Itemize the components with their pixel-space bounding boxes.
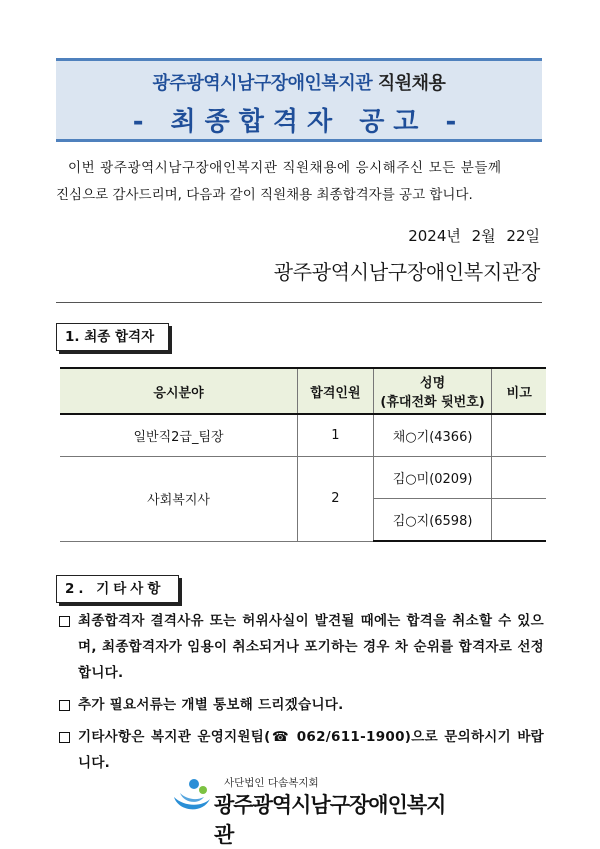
checkbox-bullet-icon	[59, 616, 70, 627]
cell-name: 김○미(0209)	[373, 457, 492, 499]
section-title-other: 2. 기타사항	[56, 575, 179, 603]
intro-line-1: 이번 광주광역시남구장애인복지관 직원채용에 응시해주신 모든 분들께	[68, 160, 502, 176]
header-phone-label: (휴대전화 뒷번호)	[380, 395, 485, 410]
table-header-row	[60, 368, 546, 414]
header-note: 비고	[492, 368, 546, 414]
cell-count: 1	[298, 414, 374, 457]
cell-field: 사회복지사	[60, 457, 298, 542]
note-text: 최종합격자 결격사유 또는 허위사실이 발견될 때에는 합격을 취소할 수 있으며, 최종합격자가 임용이 취소되거나 포기하는 경우 차 순위를 합격자로 선정합니다.	[78, 613, 544, 681]
table-row	[60, 457, 546, 499]
checkbox-bullet-icon	[59, 700, 70, 711]
note-text: 추가 필요서류는 개별 통보해 드리겠습니다.	[78, 697, 344, 713]
header-field: 응시분야	[60, 368, 298, 414]
checkbox-bullet-icon	[59, 732, 70, 743]
cell-name: 김○지(6598)	[373, 499, 492, 542]
footer-org-name: 광주광역시남구장애인복지관	[214, 793, 446, 847]
results-table	[60, 367, 546, 542]
signatory: 광주광역시남구장애인복지관장	[273, 260, 540, 284]
title-box	[56, 58, 542, 142]
cell-note	[492, 457, 546, 499]
cell-note	[492, 499, 546, 542]
divider	[56, 302, 542, 303]
list-item	[56, 608, 544, 686]
org-logo-icon	[172, 777, 212, 815]
cell-field: 일반직2급_팀장	[60, 414, 298, 457]
cell-note	[492, 414, 546, 457]
footer-logo	[172, 775, 452, 847]
cell-name: 채○기(4366)	[373, 414, 492, 457]
notes-list	[56, 608, 544, 782]
footer-subtitle: 사단법인 다솜복지회	[224, 777, 319, 789]
list-item	[56, 692, 544, 718]
list-item	[56, 724, 544, 776]
title-suffix: 직원채용	[377, 73, 446, 94]
header-name	[373, 368, 492, 414]
section-title-results: 1. 최종 합격자	[56, 323, 169, 351]
header-count: 합격인원	[298, 368, 374, 414]
intro-paragraph	[56, 155, 542, 209]
subtitle: - 최종합격자 공고 -	[132, 107, 466, 137]
title-org: 광주광역시남구장애인복지관	[152, 73, 373, 94]
cell-count: 2	[298, 457, 374, 542]
table-row	[60, 414, 546, 457]
title-line	[56, 69, 542, 95]
header-name-label: 성명	[420, 376, 446, 391]
note-text: 기타사항은 복지관 운영지원팀(☎ 062/611-1900)으로 문의하시기 바랍니다.	[78, 729, 544, 771]
announcement-date: 2024년 2월 22일	[408, 227, 540, 245]
intro-line-2: 진심으로 감사드리며, 다음과 같이 직원채용 최종합격자를 공고 합니다.	[56, 187, 473, 203]
